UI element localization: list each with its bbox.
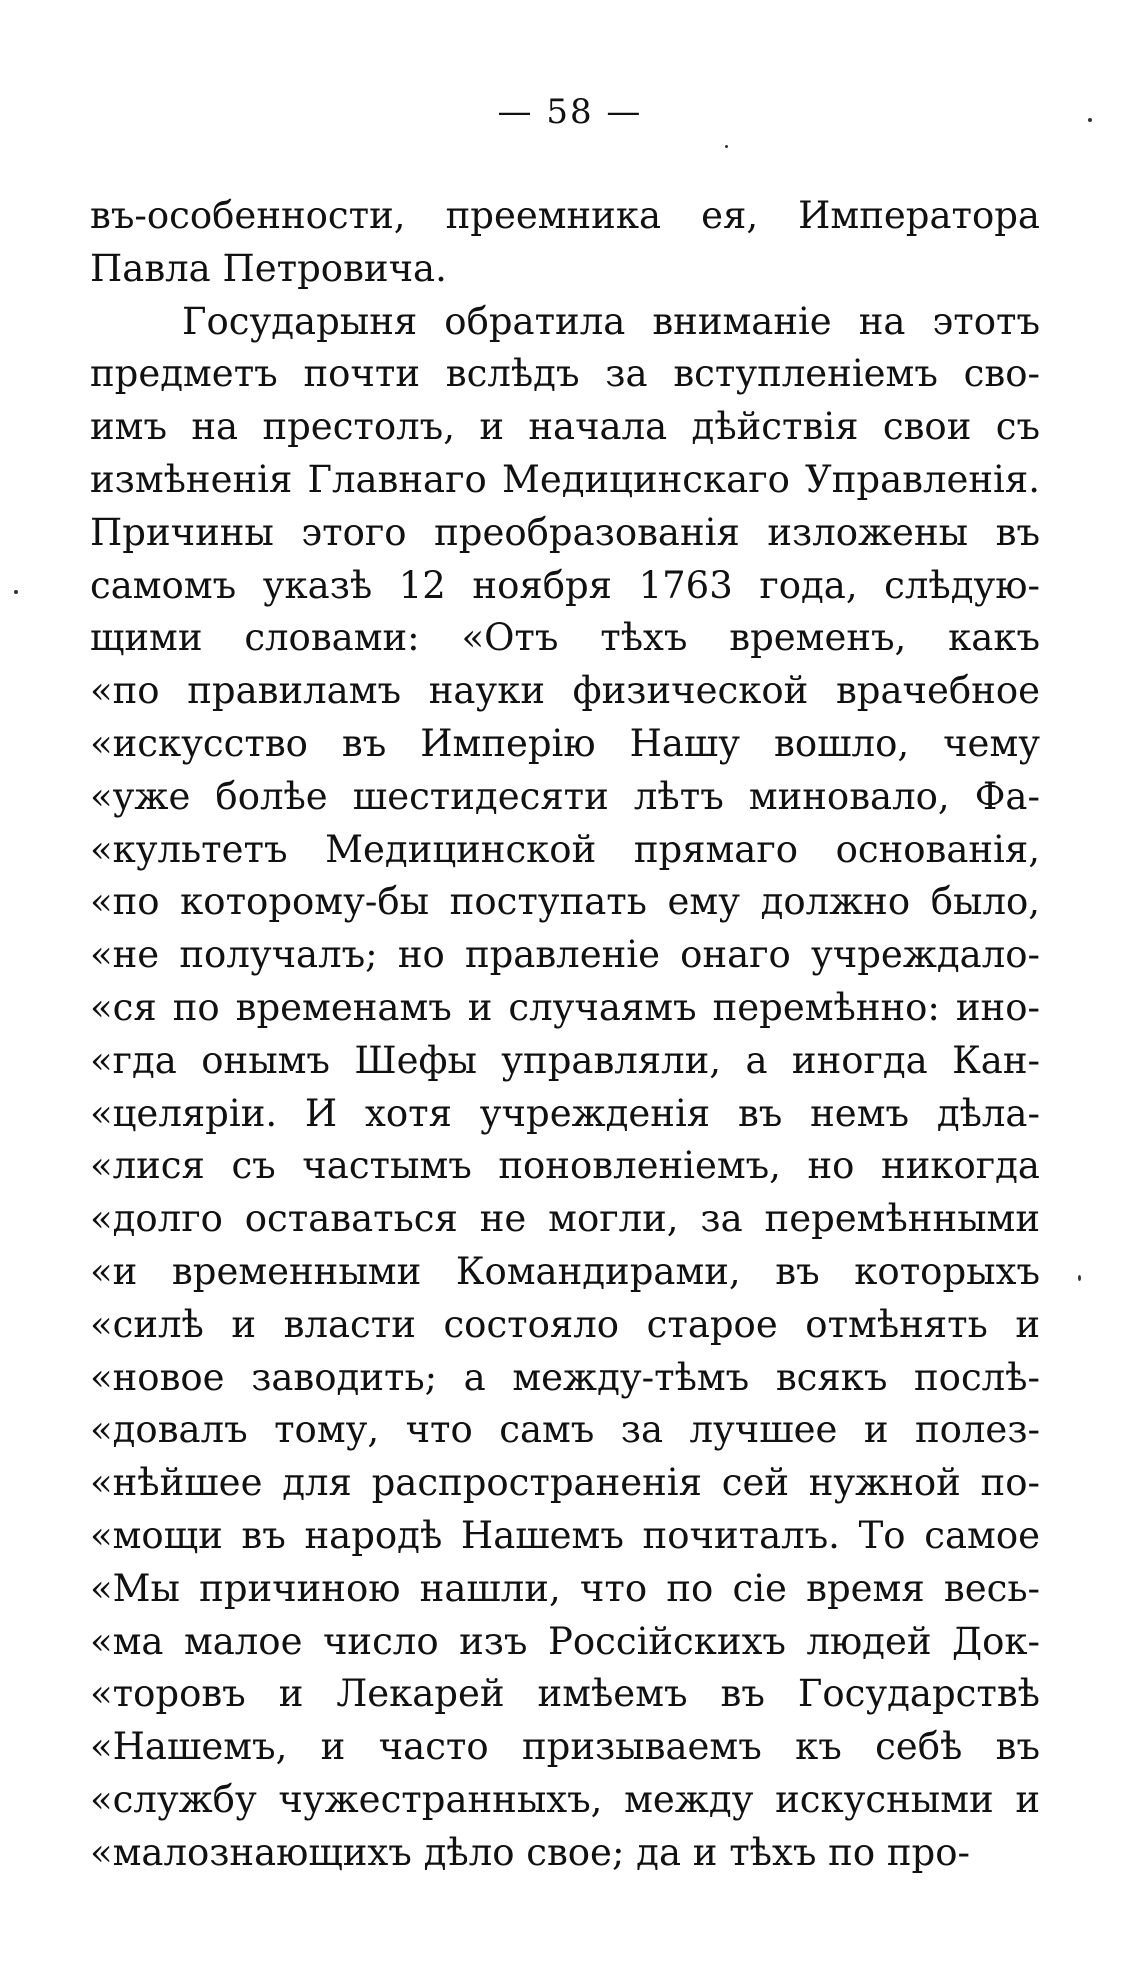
text-line: «гда онымъ Шефы управляли, а иногда Кан- bbox=[90, 1038, 1040, 1082]
scan-speck bbox=[14, 590, 18, 594]
page-number: — 58 — bbox=[497, 92, 643, 132]
scan-speck bbox=[1078, 1275, 1081, 1281]
text-line: «новое заводить; а между-тѣмъ всякъ послѣ- bbox=[90, 1355, 1040, 1399]
text-line: имъ на престолъ, и начала дѣйствія свои съ bbox=[90, 405, 1040, 449]
body-text bbox=[90, 190, 1040, 1880]
text-line: Причины этого преобразованія изложены въ bbox=[90, 510, 1040, 554]
text-line: «службу чужестранныхъ, между искусными и bbox=[90, 1777, 1040, 1821]
scan-speck bbox=[725, 145, 728, 148]
text-line: «довалъ тому, что самъ за лучшее и полез- bbox=[90, 1408, 1040, 1452]
text-line: «Нашемъ, и часто призываемъ къ себѣ въ bbox=[90, 1725, 1040, 1769]
text-line: «не получалъ; но правленіе онаго учреждало- bbox=[90, 933, 1040, 977]
text-line: «искусство въ Имперію Нашу вошло, чему bbox=[90, 721, 1040, 765]
text-line: предметъ почти вслѣдъ за вступленіемъ сво- bbox=[90, 352, 1040, 396]
text-line: «ся по временамъ и случаямъ перемѣнно: ино- bbox=[90, 985, 1040, 1029]
text-line: «нѣйшее для распространенія сей нужной по- bbox=[90, 1461, 1040, 1505]
text-line: измѣненія Главнаго Медицинскаго Управленія. bbox=[90, 457, 1040, 501]
text-line: «торовъ и Лекарей имѣемъ въ Государствѣ bbox=[90, 1672, 1040, 1716]
text-line: «культетъ Медицинской прямаго основанія, bbox=[90, 827, 1040, 871]
text-line: «ма малое число изъ Россійскихъ людей Док- bbox=[90, 1619, 1040, 1663]
text-line: «и временными Командирами, въ которыхъ bbox=[90, 1249, 1040, 1293]
text-line: самомъ указѣ 12 ноября 1763 года, слѣдую- bbox=[90, 563, 1040, 607]
text-line: «по правиламъ науки физической врачебное bbox=[90, 669, 1040, 713]
text-line: Государыня обратила вниманіе на этотъ bbox=[182, 299, 1040, 343]
text-line: «мощи въ народѣ Нашемъ почиталъ. То самое bbox=[90, 1513, 1040, 1557]
text-line: «долго оставаться не могли, за перемѣнными bbox=[90, 1197, 1040, 1241]
text-line: «по которому-бы поступать ему должно было, bbox=[90, 880, 1040, 924]
text-line: «Мы причиною нашли, что по сіе время весь- bbox=[90, 1566, 1040, 1610]
scan-speck bbox=[1088, 118, 1092, 122]
text-line: Павла Петровича. bbox=[90, 246, 447, 290]
text-line: «уже болѣе шестидесяти лѣтъ миновало, Фа- bbox=[90, 774, 1040, 818]
text-line: «лися съ частымъ поновленіемъ, но никогда bbox=[90, 1144, 1040, 1188]
text-line: въ-особенности, преемника ея, Императора bbox=[90, 194, 1040, 237]
text-line: «малознающихъ дѣло свое; да и тѣхъ по про- bbox=[90, 1830, 970, 1874]
text-line: «силѣ и власти состояло старое отмѣнять и bbox=[90, 1302, 1040, 1346]
text-line: щими словами: «Отъ тѣхъ временъ, какъ bbox=[90, 616, 1040, 660]
text-line: «целяріи. И хотя учрежденія въ немъ дѣла- bbox=[90, 1091, 1040, 1135]
